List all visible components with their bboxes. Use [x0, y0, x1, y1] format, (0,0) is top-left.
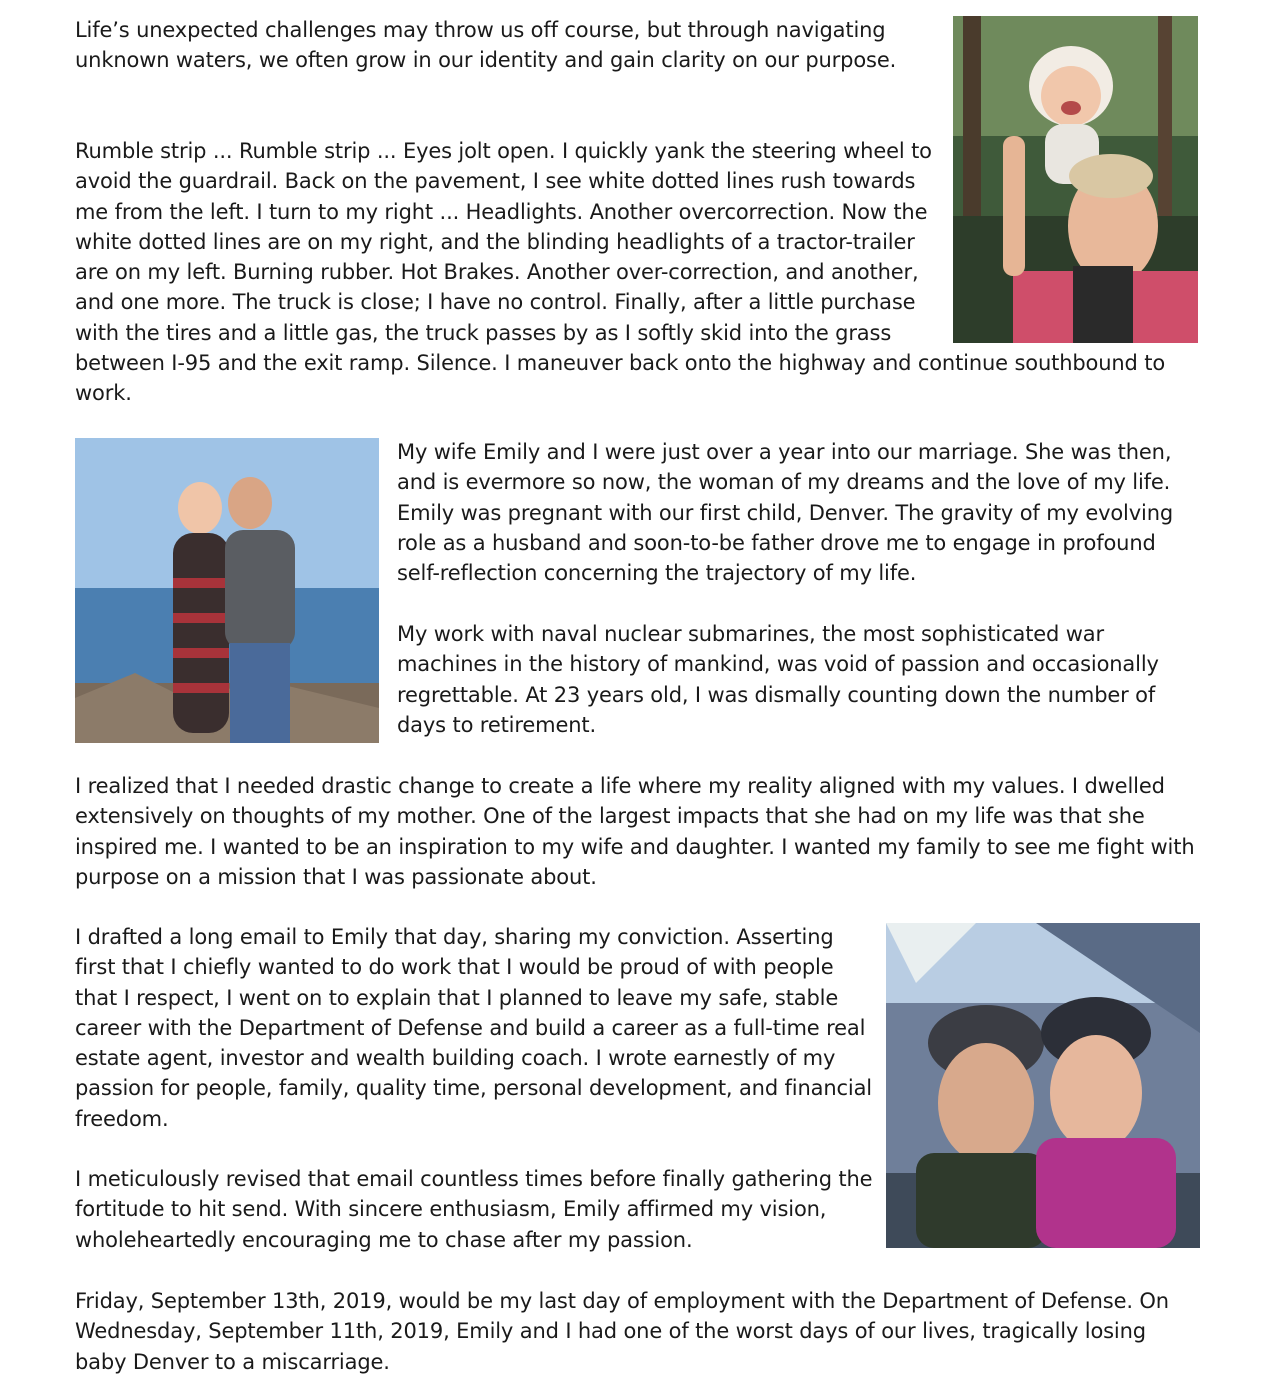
paragraph-drafted-email: I drafted a long email to Emily that day, sharing my conviction. Asserting first that I chiefly wanted to do work that I would be proud of with people that I respect, I went on to explain that I planned to leave my safe, stable career with the Department of Defense and build a career as a full-time real estate agent, investor and wealth building coach. I wrote earnestly of my passion for people, family, quality time, personal development, and financial freedom.	[75, 925, 872, 1131]
paragraph-drastic-change: I realized that I needed drastic change to create a life where my reality aligned with my values. I dwelled extensively on thoughts of my mother. One of the largest impacts that she had on my life was that she inspired me. I wanted to be an inspiration to my wife and daughter. I wanted my family to see me fight with purpose on a mission that I was passionate about.	[75, 774, 1195, 889]
paragraph-revised-email: I meticulously revised that email countless times before finally gathering the fortitude to hit send. With sincere enthusiasm, Emily affirmed my vision, wholeheartedly encouraging me to chase after my passion.	[75, 1167, 873, 1252]
photo-couple-by-the-sea	[75, 438, 379, 743]
paragraph-wife-emily: My wife Emily and I were just over a year into our marriage. She was then, and is evermore so now, the woman of my dreams and the love of my life. Emily was pregnant with our first child, Denver. The gravity of my evolving role as a husband and soon-to-be father drove me to engage in profound self-reflection concerning the trajectory of my life.	[397, 440, 1174, 586]
paragraph-intro: Life’s unexpected challenges may throw us off course, but through navigating unknown waters, we often grow in our identity and gain clarity on our purpose.	[75, 18, 897, 73]
paragraph-naval-submarines: My work with naval nuclear submarines, the most sophisticated war machines in the history of mankind, was void of passion and occasionally regrettable. At 23 years old, I was dismally counting down the number of days to retirement.	[397, 622, 1159, 737]
paragraph-rumble-strip: Rumble strip ... Rumble strip ... Eyes jolt open. I quickly yank the steering wheel to avoid the guardrail. Back on the pavement, I see white dotted lines rush towards me from the left. I turn to my right ... Headlights. Another overcorrection. Now the white dotted lines are on my right, and the blinding headlights of a tractor-trailer are on my left. Burning rubber. Hot Brakes. Another over-correction, and another, and one more. The truck is close; I have no control. Finally, after a little purchase with the tires and a little gas, the truck passes by as I softly skid into the grass between I-95 and the exit ramp. Silence. I maneuver back onto the highway and continue southbound to work.	[75, 136, 1195, 409]
photo-wrap-spacer	[933, 136, 1195, 348]
photo-couple-with-helmets	[886, 923, 1200, 1248]
paragraph-last-day: Friday, September 13th, 2019, would be my last day of employment with the Department of Defense. On Wednesday, September 11th, 2019, Emily and I had one of the worst days of our lives, tragically losing baby Denver to a miscarriage.	[75, 1289, 1169, 1374]
